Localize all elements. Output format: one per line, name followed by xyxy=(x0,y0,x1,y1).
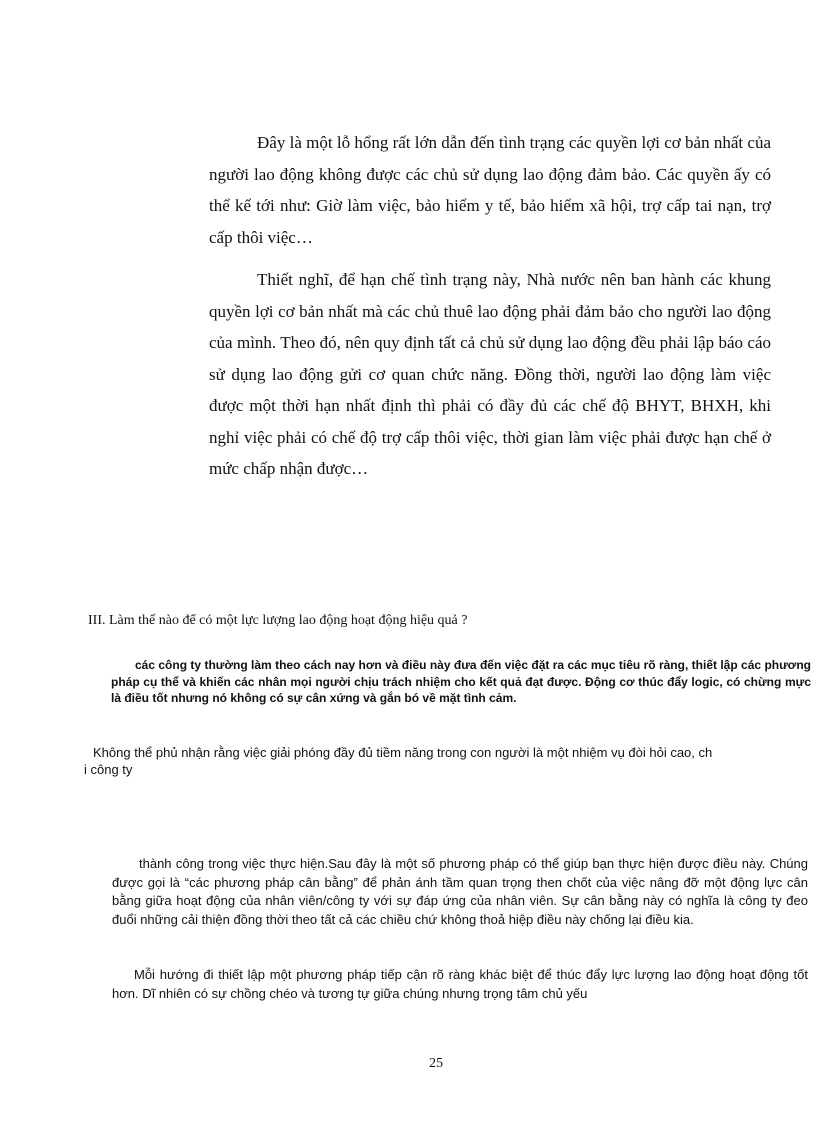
body-paragraph-2: Thiết nghĩ, để hạn chế tình trạng này, Nhà nước nên ban hành các khung quyền lợi cơ bản nhất mà các chủ thuê lao động phải đảm bảo cho người lao động của mình. Theo đó, nên quy định tất cả chủ sử dụng lao động đều phải lập báo cáo sử dụng lao động gửi cơ quan chức năng. Đồng thời, người lao động làm việc được một thời hạn nhất định thì phải có đầy đủ các chế độ BHYT, BHXH, khi nghỉ việc phải có chế độ trợ cấp thôi việc, thời gian làm việc phải được hạn chế ở mức chấp nhận được… xyxy=(209,270,771,478)
overflow-paragraph-line-1: Không thể phủ nhận rằng việc giải phóng đầy đủ tiềm năng trong con người là một nhiệm vụ đòi hỏi cao, ch xyxy=(93,745,713,760)
overflow-paragraph-line-2: i công ty xyxy=(84,762,133,777)
body-paragraph-4: thành công trong việc thực hiện.Sau đây là một số phương pháp có thể giúp bạn thực hiện được điều này. Chúng được gọi là “các phương pháp cân bằng” để phản ánh tầm quan trọng then chốt của việc nâng đỡ một động lực cân bằng giữa hoạt động của nhân viên/công ty với sự đáp ứng của nhân viên. Sự cân bằng này có nghĩa là công ty đeo đuổi những cải thiện đồng thời theo tất cả các chiều chứ không thoả hiệp điều này chống lại điều kia. xyxy=(112,856,808,927)
overflow-paragraph xyxy=(84,744,816,778)
section-heading: III. Làm thế nào để có một lực lượng lao động hoạt động hiệu quả ? xyxy=(88,613,468,628)
page-number: 25 xyxy=(429,1056,443,1071)
body-paragraph-1: Đây là một lỗ hổng rất lớn dẫn đến tình trạng các quyền lợi cơ bản nhất của người lao động không được các chủ sử dụng lao động đảm bảo. Các quyền ấy có thể kể tới như: Giờ làm việc, bảo hiểm y tế, bảo hiểm xã hội, trợ cấp tai nạn, trợ cấp thôi việc… xyxy=(209,133,771,247)
bold-paragraph: các công ty thường làm theo cách nay hơn và điều này đưa đến việc đặt ra các mục tiêu rõ ràng, thiết lập các phương pháp cụ thể và khiến các nhân mọi người chịu trách nhiệm cho kết quả đạt được. Động cơ thúc đẩy logic, có chừng mực là điều tốt nhưng nó không có sự cân xứng và gắn bó về mặt tình cảm. xyxy=(111,658,811,705)
body-paragraph-5: Mỗi hướng đi thiết lập một phương pháp tiếp cận rõ ràng khác biệt để thúc đẩy lực lượng lao động hoạt động tốt hơn. Dĩ nhiên có sự chồng chéo và tương tự giữa chúng nhưng trọng tâm chủ yếu xyxy=(112,967,808,1001)
